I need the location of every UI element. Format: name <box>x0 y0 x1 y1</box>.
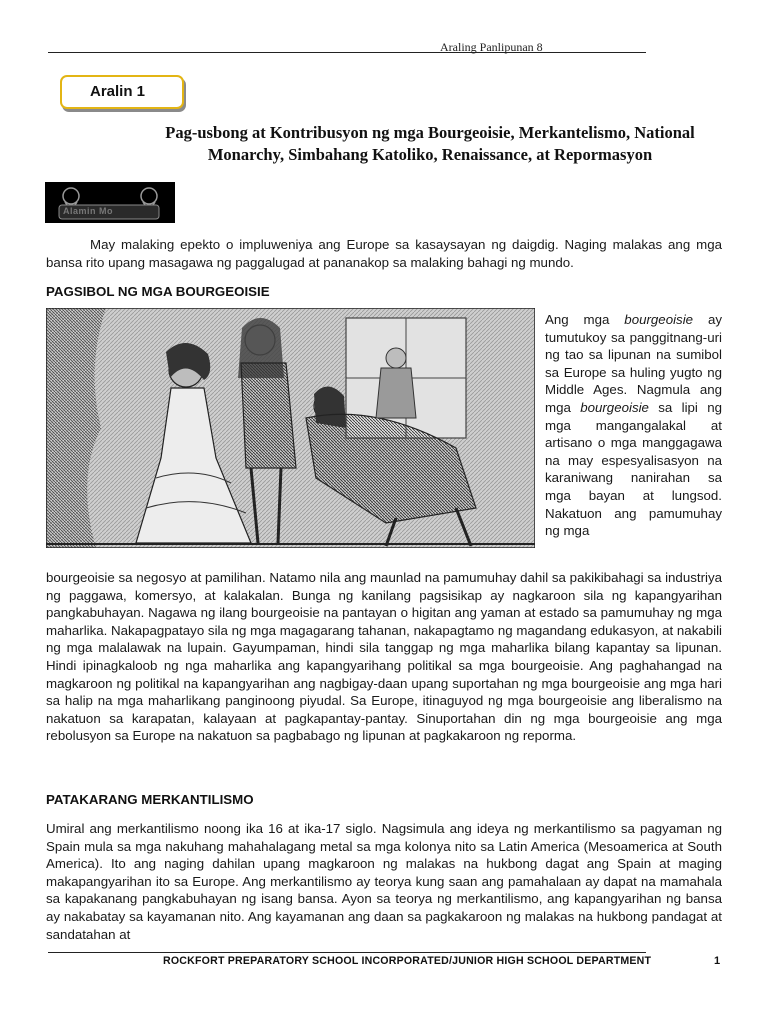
bourgeoisie-body: bourgeoisie sa negosyo at pamilihan. Natamo nila ang maunlad na pamumuhay dahil sa pakikibahagi sa industriya ng paggawa, komersyo, at kalakalan. Bunga ng kanilang pagsisikap ay nagkaroon sila ng kapangyarihan pangkabuhayan. Nagawa ng ilang bourgeoisie na pantayan o higitan ang yaman at estado sa pamumuhay ng mga maharlika. Nakapagpatayo sila ng mga magagarang tahanan, nakapagtamo ng magandang edukasyon, at nakabili ng mga malalawak na lupain. Gayumpaman, hindi sila tanggap ng mga maharlika bilang kapantay sa lipunan. Hindi ipinagkaloob ng nga maharlika ang kapangyarihang politikal sa mga bourgeoisie. Ang paghahangad na magkaroon ng politikal na kapangyarihan ang nagbigay-daan upang suportahan ng mga bourgeoisie ang mga hari sa halip na mga maharlikang panginoong piyudal. Sa Europe, itinaguyod ng mga bourgeoisie ang liberalismo na nakatuon sa karapatan, kalayaan at pagkapantay-pantay. Sinuportahan din ng mga bourgeoisie ang mga rebolusyon sa Europe na nakatuon sa pagbabago ng lipunan at pagkakaroon ng reporma. <box>46 570 722 744</box>
section-heading-bourgeoisie: PAGSIBOL NG MGA BOURGEOISIE <box>46 284 270 299</box>
section-heading-merkantilismo: PATAKARANG MERKANTILISMO <box>46 792 254 807</box>
footer-rule <box>48 952 646 953</box>
intro-paragraph <box>46 236 722 271</box>
merkantilismo-body: Umiral ang merkantilismo noong ika 16 at ika-17 siglo. Nagsimula ang ideya ng merkantilismo sa pagyaman ng Spain mula sa mga nakuhang mahahalagang metal sa mga kolonya nito sa Latin America (Mesoamerica at South America). Ito ang naging dahilan upang magkaroon ng malakas na hukbong dagat ang Spain at maging makapangyarihan ito sa Europe. Ang merkantilismo ay teorya kung saan ang pamahalaan ay dapat na mamahala sa kapakanang pangkabuhayan ng isang bansa. Ayon sa teorya ng merkantilismo, ang kapangyarihan ng bansa ay nakabatay sa kayamanan nito. Ang kayamanan ang daan sa pagkakaroon ng malakas na hukbong pandagat at sandatahan at <box>46 821 722 942</box>
side-italic-2: bourgeoisie <box>580 399 649 415</box>
merkantilismo-paragraph <box>46 820 722 943</box>
bourgeoisie-side-text <box>545 311 722 540</box>
lesson-tag <box>60 75 184 109</box>
side-text-1: Ang mga <box>545 312 625 327</box>
subject-label: Araling Panlipunan 8 <box>440 40 543 54</box>
side-text-3: sa lipi ng mga mangangalakal at artisano o mga manggagawa na may espesyalisasyon na karaniwang nanirahan sa mga bayan at lungsod. Nakatuon ang pamumuhay ng mga <box>545 399 722 539</box>
page-number: 1 <box>714 955 721 967</box>
header-rule <box>48 52 646 53</box>
bourgeoisie-illustration <box>46 308 535 548</box>
lesson-title: Pag-usbong at Kontribusyon ng mga Bourgeoisie, Merkantelismo, National Monarchy, Simbahang Katoliko, Renaissance, at Repormasyon <box>165 123 695 164</box>
alamin-banner-label: Alamin Mo <box>63 206 114 216</box>
side-italic-1: bourgeoisie <box>624 312 694 327</box>
bourgeoisie-paragraph <box>46 569 722 745</box>
engraving-image <box>46 308 535 548</box>
side-text-2: ay tumutukoy sa panggitnang-uri ng tao sa lipunan na sumibol sa Europe sa huling yugto ng Middle Ages. Nagmula ang mga <box>545 312 722 415</box>
alamin-banner <box>45 182 175 223</box>
intro-text: May malaking epekto o impluweniya ang Europe sa kasaysayan ng daigdig. Naging malakas ang mga bansa rito upang masagawa ng paggalugad at pananakop sa malaking bahagi ng mundo. <box>46 237 722 270</box>
footer-school: ROCKFORT PREPARATORY SCHOOL INCORPORATED/JUNIOR HIGH SCHOOL DEPARTMENT <box>163 955 652 967</box>
alamin-banner-art <box>45 182 175 223</box>
lesson-label: Aralin 1 <box>90 83 146 100</box>
